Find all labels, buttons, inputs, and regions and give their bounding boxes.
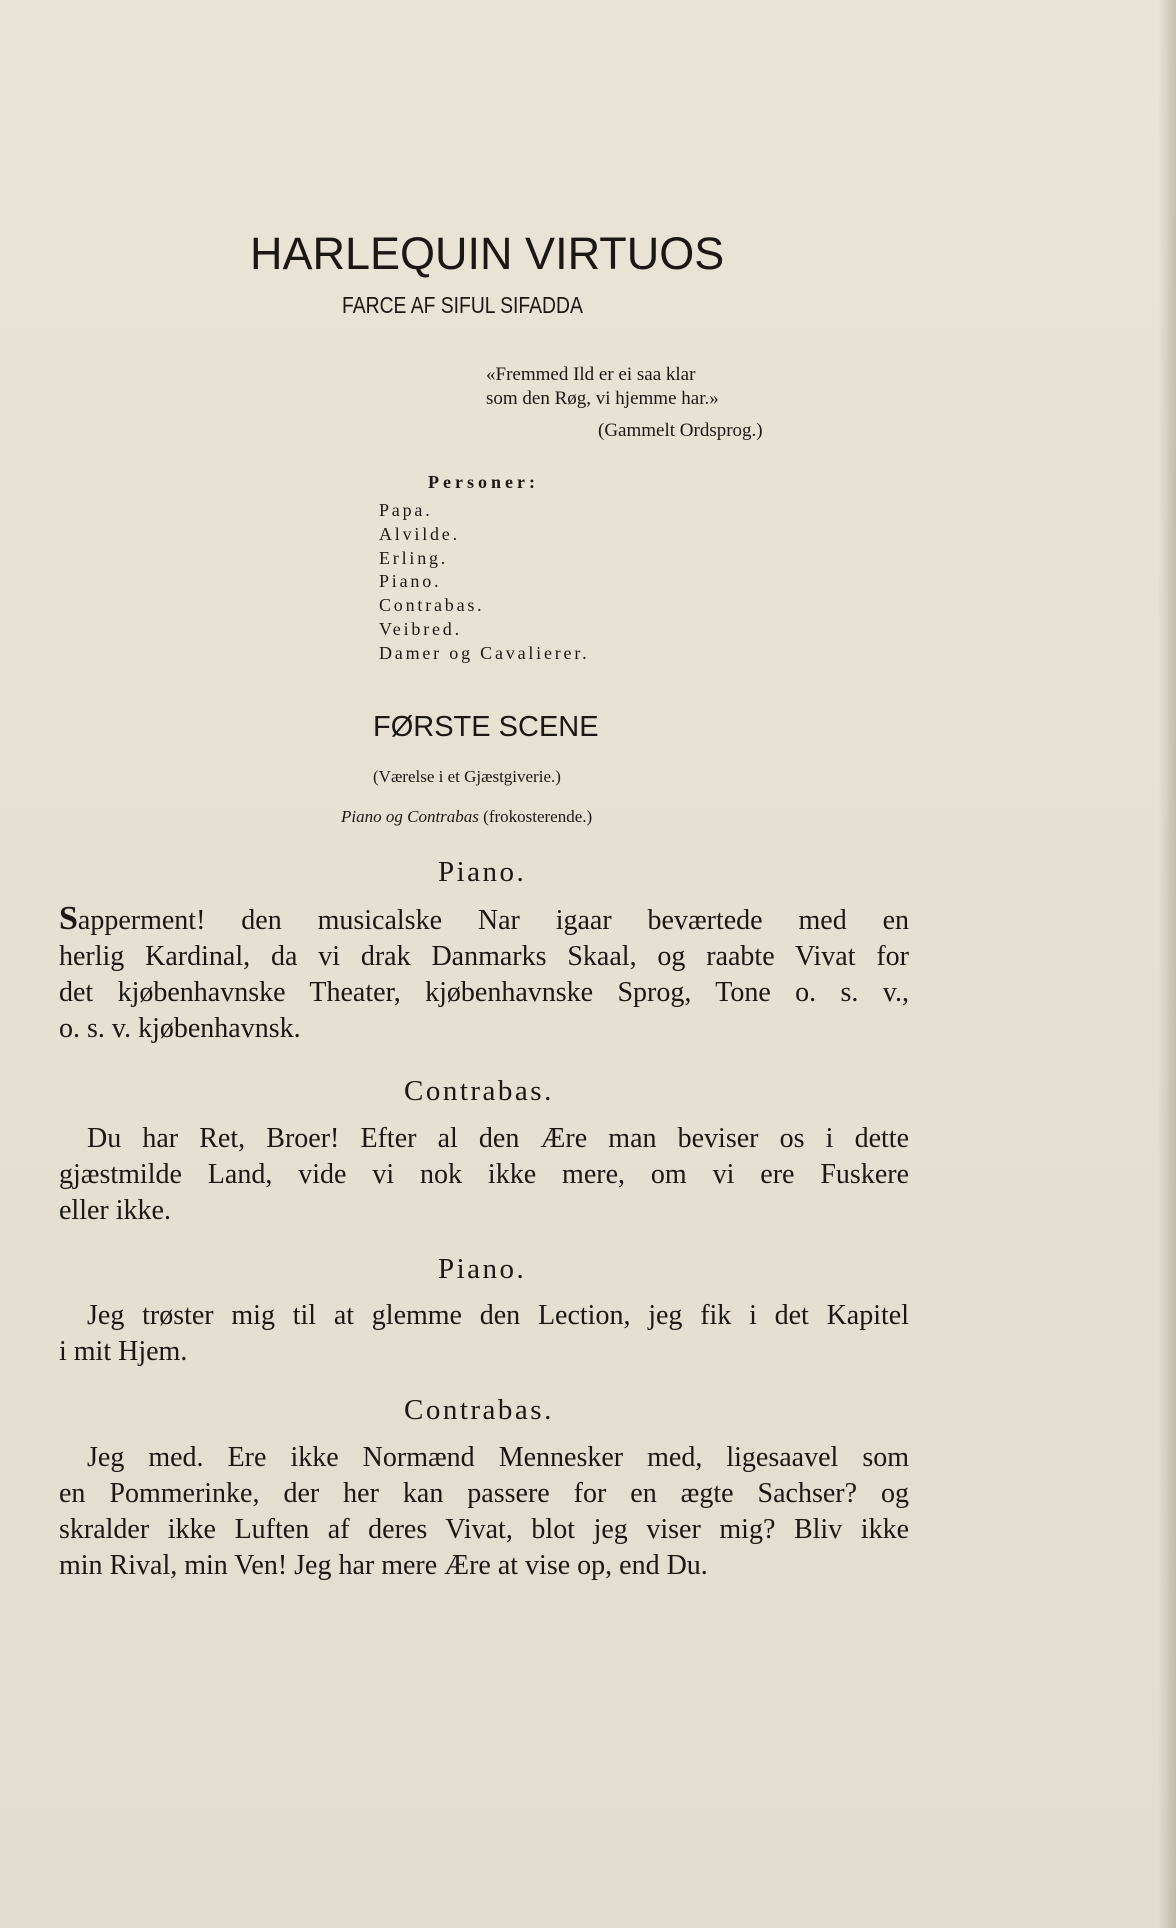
speech-line: gjæstmilde Land, vide vi nok ikke mere, om vi ere Fuskere xyxy=(59,1159,909,1190)
scene-stage-direction xyxy=(341,807,592,827)
speech-line: en Pommerinke, der her kan passere for en ægte Sachser? og xyxy=(59,1478,909,1509)
speech-line: herlig Kardinal, da vi drak Danmarks Skaal, og raabte Vivat for xyxy=(59,941,909,972)
speech-line: Du har Ret, Broer! Efter al den Ære man beviser os i dette xyxy=(87,1123,909,1154)
epigraph-line-1: «Fremmed Ild er ei saa klar xyxy=(486,364,696,385)
speech-line: o. s. v. kjøbenhavnsk. xyxy=(59,1013,301,1044)
person-contrabas: Contrabas. xyxy=(379,595,485,615)
speech-line: eller ikke. xyxy=(59,1195,171,1226)
page-edge-shadow xyxy=(1158,0,1176,1928)
speech-line: Sapperment! den musicalske Nar igaar beværtede med en xyxy=(59,900,909,937)
person-erling: Erling. xyxy=(379,548,449,568)
speaker-name: Contrabas. xyxy=(404,1075,554,1107)
speech-line: Jeg trøster mig til at glemme den Lection, jeg fik i det Kapitel xyxy=(87,1300,909,1331)
speech-line: Jeg med. Ere ikke Normænd Mennesker med, ligesaavel som xyxy=(87,1442,909,1473)
speech-block xyxy=(59,1440,909,1584)
stage-characters: Piano og Contrabas xyxy=(341,807,479,826)
speaker-name: Piano. xyxy=(438,856,527,888)
epigraph-line-2: som den Røg, vi hjemme har.» xyxy=(486,388,719,409)
speech-line: min Rival, min Ven! Jeg har mere Ære at vise op, end Du. xyxy=(59,1550,708,1581)
person-papa: Papa. xyxy=(379,500,433,520)
play-title: HARLEQUIN VIRTUOS xyxy=(250,228,725,279)
speech-block xyxy=(59,901,909,1047)
scene-setting: (Værelse i et Gjæstgiverie.) xyxy=(373,767,561,786)
speech-block xyxy=(59,1298,909,1370)
person-alvilde: Alvilde. xyxy=(379,524,460,544)
speech-line: i mit Hjem. xyxy=(59,1336,188,1367)
stage-action: (frokosterende.) xyxy=(483,807,593,826)
person-veibred: Veibred. xyxy=(379,619,462,639)
epigraph-source: (Gammelt Ordsprog.) xyxy=(598,420,763,441)
play-subtitle: FARCE AF SIFUL SIFADDA xyxy=(342,292,583,318)
speech-block xyxy=(59,1121,909,1229)
speaker-name: Contrabas. xyxy=(404,1394,554,1426)
speech-line: skralder ikke Luften af deres Vivat, blot jeg viser mig? Bliv ikke xyxy=(59,1514,909,1545)
scene-title: FØRSTE SCENE xyxy=(373,711,599,743)
personer-heading: Personer: xyxy=(428,472,539,492)
drop-cap: S xyxy=(59,900,78,937)
speaker-name: Piano. xyxy=(438,1253,527,1285)
speech-line: det kjøbenhavnske Theater, kjøbenhavnske Sprog, Tone o. s. v., xyxy=(59,977,909,1008)
person-damer-og-cavalierer: Damer og Cavalierer. xyxy=(379,643,590,663)
person-piano: Piano. xyxy=(379,571,442,591)
